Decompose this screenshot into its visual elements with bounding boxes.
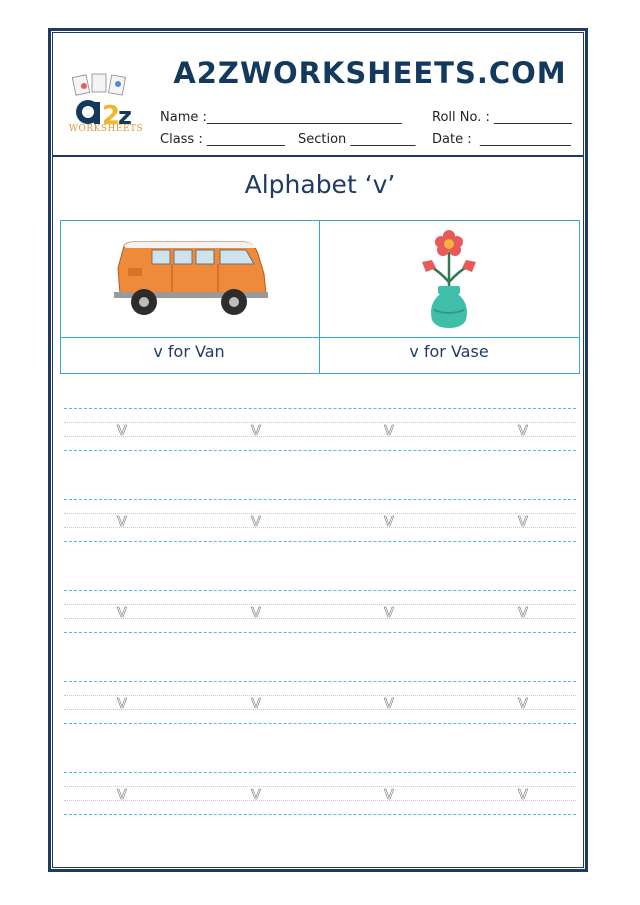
logo-text: WORKSHEETS	[68, 124, 144, 134]
tracing-row	[64, 681, 576, 725]
class-field: Class : ____________	[160, 132, 285, 147]
guide-line	[64, 450, 576, 451]
trace-letter: v	[250, 419, 262, 440]
trace-letter: v	[383, 601, 395, 622]
trace-letter: v	[517, 510, 529, 531]
trace-letter: v	[383, 510, 395, 531]
trace-letter: v	[116, 783, 128, 804]
guide-line	[64, 695, 576, 696]
guide-line	[64, 632, 576, 633]
van-icon	[110, 238, 270, 320]
trace-letter: v	[517, 783, 529, 804]
trace-letter: v	[116, 692, 128, 713]
name-field: Name :______________________________	[160, 110, 402, 125]
date-field: Date : ______________	[432, 132, 571, 147]
caption-vase: v for Vase	[409, 342, 489, 361]
guide-line	[64, 723, 576, 724]
trace-letter: v	[517, 692, 529, 713]
trace-letter: v	[116, 601, 128, 622]
guide-line	[64, 499, 576, 500]
guide-line	[64, 618, 576, 619]
vase-icon	[416, 226, 482, 332]
guide-line	[64, 422, 576, 423]
site-name: A2ZWORKSHEETS.COM	[173, 56, 567, 90]
caption-van: v for Van	[153, 342, 225, 361]
trace-letter: v	[250, 692, 262, 713]
header-divider	[52, 155, 584, 157]
page-title: Alphabet ‘v’	[244, 170, 396, 199]
trace-letter: v	[116, 510, 128, 531]
trace-letter: v	[383, 783, 395, 804]
trace-letter: v	[517, 419, 529, 440]
svg-text:2: 2	[102, 101, 121, 131]
trace-letter: v	[116, 419, 128, 440]
guide-line	[64, 590, 576, 591]
tracing-row	[64, 499, 576, 543]
table-divider-horizontal	[61, 337, 579, 338]
guide-line	[64, 513, 576, 514]
trace-letter: v	[517, 601, 529, 622]
guide-line	[64, 681, 576, 682]
tracing-row	[64, 408, 576, 452]
guide-line	[64, 814, 576, 815]
guide-line	[64, 436, 576, 437]
guide-line	[64, 800, 576, 801]
tracing-row	[64, 590, 576, 634]
trace-letter: v	[383, 419, 395, 440]
trace-letter: v	[250, 783, 262, 804]
trace-letter: v	[250, 601, 262, 622]
section-field: Section __________	[298, 132, 416, 147]
guide-line	[64, 786, 576, 787]
guide-line	[64, 527, 576, 528]
trace-letter: v	[383, 692, 395, 713]
roll-field: Roll No. : ____________	[432, 110, 572, 125]
guide-line	[64, 709, 576, 710]
guide-line	[64, 772, 576, 773]
tracing-row	[64, 772, 576, 816]
guide-line	[64, 541, 576, 542]
guide-line	[64, 604, 576, 605]
svg-text:z: z	[118, 102, 132, 130]
guide-line	[64, 408, 576, 409]
trace-letter: v	[250, 510, 262, 531]
